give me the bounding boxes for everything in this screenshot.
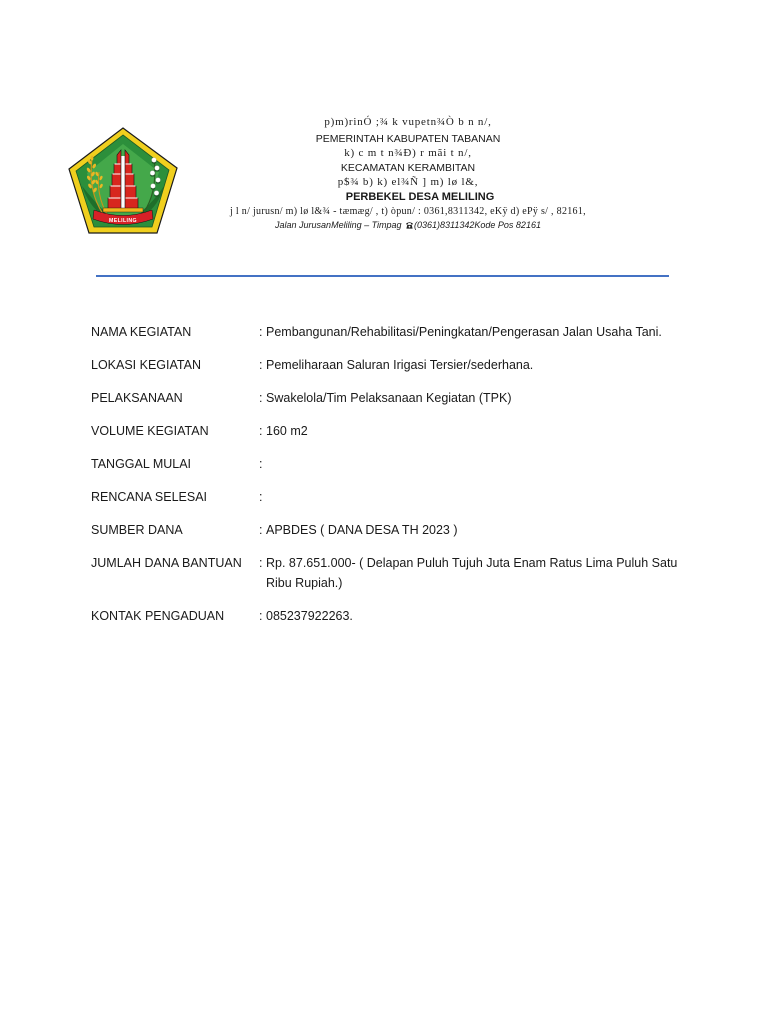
field-value xyxy=(266,487,686,507)
office-name-script: p$¾ b) k) el¾Ñ ] m) lø l&, xyxy=(337,176,479,188)
field-label: SUMBER DANA xyxy=(91,523,183,537)
row-sumber-dana xyxy=(91,520,686,540)
field-value: Swakelola/Tim Pelaksanaan Kegiatan (TPK) xyxy=(266,391,512,405)
field-label: RENCANA SELESAI xyxy=(91,490,208,504)
field-separator: : xyxy=(259,609,263,623)
regency-name-script: p)m)rinÓ ;¾ k vupetn¾Ò b n n/, xyxy=(324,116,492,128)
rice-grain xyxy=(91,156,94,161)
field-label: JUMLAH DANA BANTUAN xyxy=(91,556,242,570)
field-separator: : xyxy=(259,424,263,438)
field-separator: : xyxy=(259,556,263,570)
field-value: APBDES ( DANA DESA TH 2023 ) xyxy=(266,523,458,537)
row-jumlah-dana-bantuan xyxy=(91,553,686,593)
field-value: 085237922263. xyxy=(266,609,353,623)
row-rencana-selesai xyxy=(91,487,686,507)
field-value: Rp. 87.651.000- ( Delapan Puluh Tujuh Juta Enam Ratus Lima Puluh Satu Ribu Rupiah.) xyxy=(266,556,678,590)
row-lokasi-kegiatan xyxy=(91,355,686,375)
office-name: PERBEKEL DESA MELILING xyxy=(345,191,495,203)
field-separator: : xyxy=(259,358,263,372)
field-label: TANGGAL MULAI xyxy=(91,457,192,471)
field-separator: : xyxy=(259,490,263,504)
district-name: KECAMATAN KERAMBITAN xyxy=(340,162,476,174)
field-label: LOKASI KEGIATAN xyxy=(91,358,201,372)
district-name-script: k) c m t n¾Ð) r mãi t n/, xyxy=(344,147,472,159)
field-separator: : xyxy=(259,523,263,537)
field-value: Pembangunan/Rehabilitasi/Peningkatan/Pengerasan Jalan Usaha Tani. xyxy=(266,325,662,339)
row-nama-kegiatan xyxy=(91,322,686,342)
activity-info-table xyxy=(91,322,686,639)
row-pelaksanaan xyxy=(91,388,686,408)
address-line xyxy=(108,218,708,232)
field-label: PELAKSANAAN xyxy=(91,391,183,405)
field-separator: : xyxy=(259,391,263,405)
field-value: 160 m2 xyxy=(266,424,308,438)
field-label: NAMA KEGIATAN xyxy=(91,325,192,339)
field-label: KONTAK PENGADUAN xyxy=(91,609,225,623)
regency-name: PEMERINTAH KABUPATEN TABANAN xyxy=(315,133,501,145)
phone-icon xyxy=(405,221,414,229)
header-divider xyxy=(96,275,669,277)
field-separator: : xyxy=(259,325,263,339)
field-label: VOLUME KEGIATAN xyxy=(91,424,209,438)
address-street: Jalan JurusanMeliling – Timpag xyxy=(275,220,405,230)
row-tanggal-mulai xyxy=(91,454,686,474)
field-value xyxy=(266,454,686,474)
field-value: Pemeliharaan Saluran Irigasi Tersier/sederhana. xyxy=(266,358,534,372)
address-script: j l n/ jurusn/ m) lø l&¾ - tæmæg/ , t) òpun/ : 0361,8311342, eKÿ d) ePÿ s/ , 82161, xyxy=(230,206,586,217)
row-kontak-pengaduan xyxy=(91,606,686,626)
emblem-ribbon-text: MELILING xyxy=(109,218,137,224)
field-separator: : xyxy=(259,457,263,471)
address-contact: (0361)8311342Kode Pos 82161 xyxy=(414,220,541,230)
row-volume-kegiatan xyxy=(91,421,686,441)
